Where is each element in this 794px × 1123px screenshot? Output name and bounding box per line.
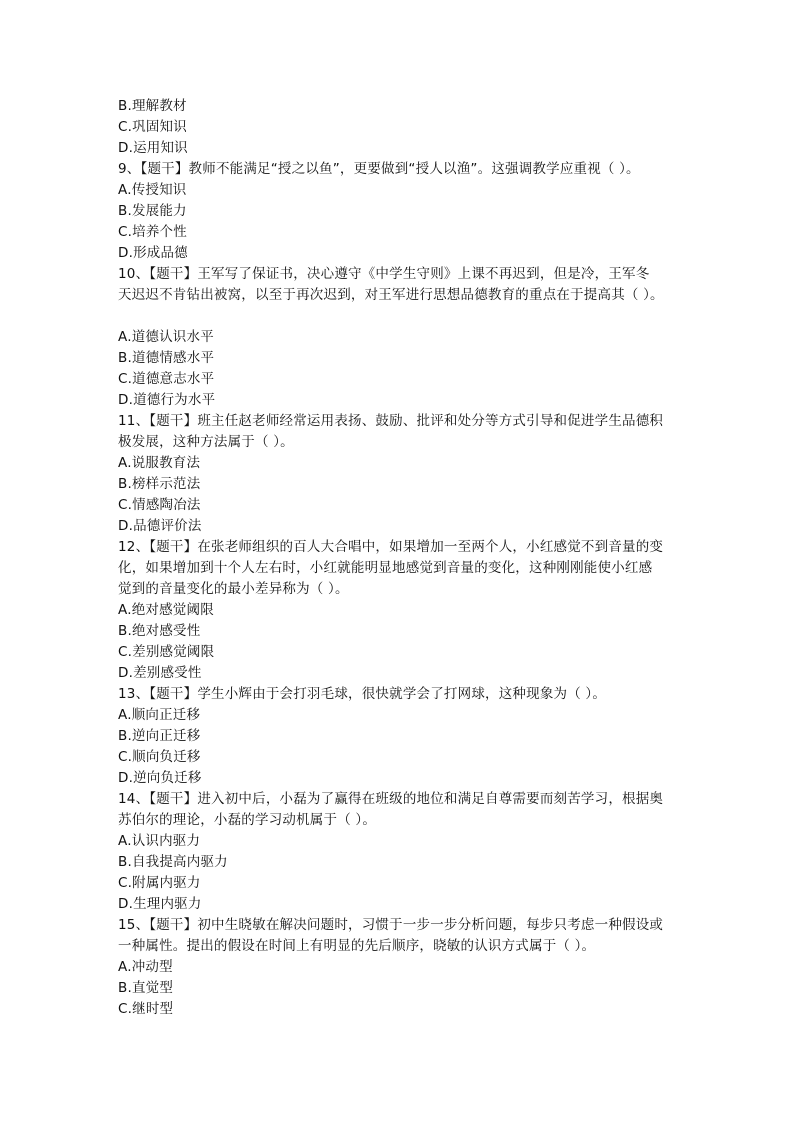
question-stem: 苏伯尔的理论，小磊的学习动机属于（ ）。 [118, 812, 377, 828]
option-line: B.发展能力 [118, 203, 187, 219]
question-stem: 极发展，这种方法属于（ ）。 [118, 434, 294, 450]
option-line: A.认识内驱力 [118, 833, 201, 849]
option-line: D.道德行为水平 [118, 392, 216, 408]
option-line: A.说服教育法 [118, 455, 201, 471]
option-line: A.绝对感觉阈限 [118, 602, 214, 618]
option-line: A.传授知识 [118, 182, 187, 198]
option-line: B.逆向正迁移 [118, 728, 201, 744]
option-line: C.附属内驱力 [118, 875, 201, 891]
question-stem: 天迟迟不肯钻出被窝，以至于再次迟到，对王军进行思想品德教育的重点在于提高其（ ）。 [118, 287, 664, 303]
option-line: D.生理内驱力 [118, 896, 202, 912]
question-stem: 一种属性。提出的假设在时间上有明显的先后顺序，晓敏的认识方式属于（ ）。 [118, 938, 596, 954]
option-line: C.继时型 [118, 1001, 174, 1017]
question-stem: 10、【题干】王军写了保证书，决心遵守《中学生守则》上课不再迟到，但是冷，王军冬 [118, 266, 650, 282]
question-stem: 15、【题干】初中生晓敏在解决问题时，习惯于一步一步分析问题，每步只考虑一种假设或 [118, 917, 664, 933]
option-line: D.品德评价法 [118, 518, 202, 534]
option-line: B.自我提高内驱力 [118, 854, 228, 870]
option-line: B.道德情感水平 [118, 350, 215, 366]
option-line: A.顺向正迁移 [118, 707, 201, 723]
question-stem: 12、【题干】在张老师组织的百人大合唱中，如果增加一至两个人，小红感觉不到音量的变 [118, 539, 664, 555]
blank-line [118, 306, 678, 327]
option-line: B.理解教材 [118, 98, 187, 114]
option-line: D.逆向负迁移 [118, 770, 202, 786]
question-stem: 13、【题干】学生小辉由于会打羽毛球，很快就学会了打网球，这种现象为（ ）。 [118, 686, 607, 702]
option-line: C.道德意志水平 [118, 371, 215, 387]
question-stem: 14、【题干】进入初中后，小磊为了赢得在班级的地位和满足自尊需要而刻苦学习，根据奥 [118, 791, 664, 807]
option-line: B.绝对感受性 [118, 623, 201, 639]
option-line: C.巩固知识 [118, 119, 187, 135]
question-stem: 化，如果增加到十个人左右时，小红就能明显地感觉到音量的变化，这种刚刚能使小红感 [118, 560, 653, 576]
question-stem: 11、【题干】班主任赵老师经常运用表扬、鼓励、批评和处分等方式引导和促进学生品德积 [118, 413, 664, 429]
option-line: C.顺向负迁移 [118, 749, 201, 765]
option-line: C.培养个性 [118, 224, 187, 240]
option-line: B.直觉型 [118, 980, 174, 996]
option-line: C.差别感觉阈限 [118, 644, 215, 660]
option-line: B.榜样示范法 [118, 476, 201, 492]
option-line: D.形成品德 [118, 245, 188, 261]
option-line: D.差别感受性 [118, 665, 202, 681]
question-stem: 觉到的音量变化的最小差异称为（ ）。 [118, 581, 349, 597]
document-body [118, 96, 678, 1020]
option-line: D.运用知识 [118, 140, 188, 156]
option-line: A.冲动型 [118, 959, 173, 975]
option-line: C.情感陶冶法 [118, 497, 201, 513]
option-line: A.道德认识水平 [118, 329, 214, 345]
question-stem: 9、【题干】教师不能满足“授之以鱼”，更要做到“授人以渔”。这强调教学应重视（ ）。 [118, 161, 640, 177]
